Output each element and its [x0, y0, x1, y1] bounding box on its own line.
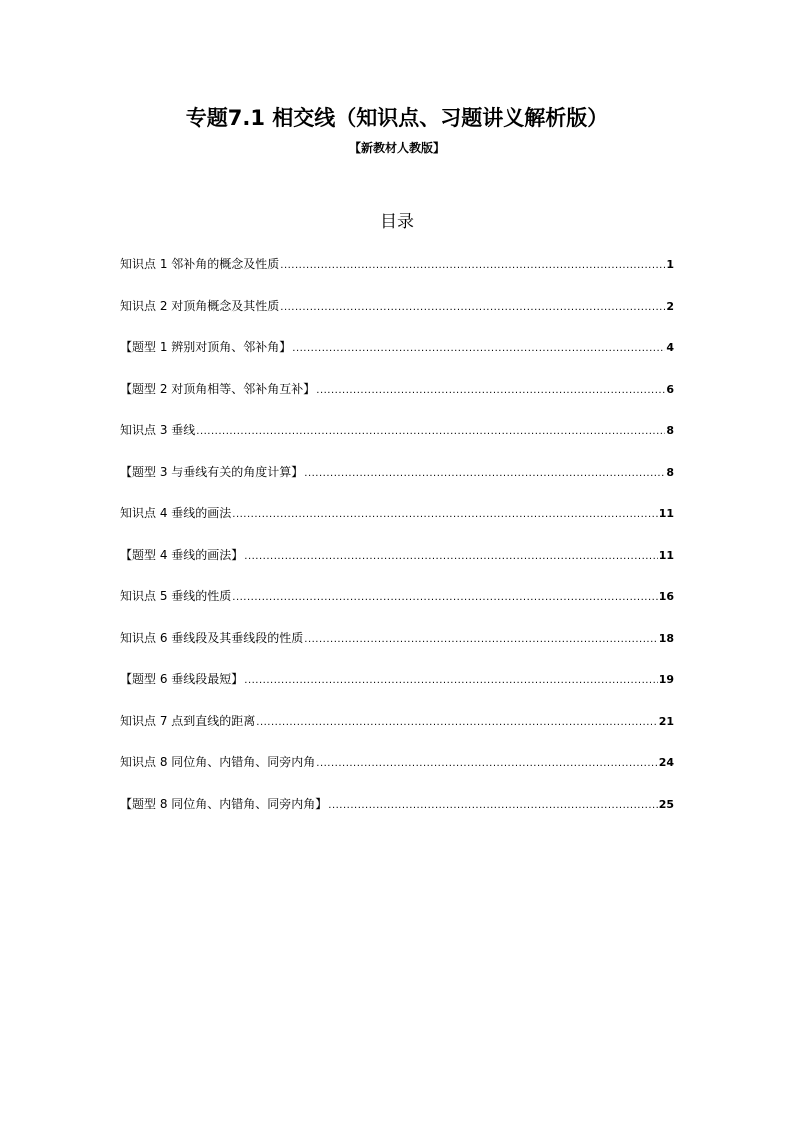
- toc-entry-label: 【题型 6 垂线段最短】: [120, 672, 244, 686]
- table-of-contents: [120, 256, 674, 837]
- toc-entry[interactable]: [120, 588, 674, 630]
- toc-entry-page-number: 2: [666, 299, 674, 313]
- toc-entry-label: 知识点 1 邻补角的概念及性质: [120, 257, 280, 271]
- toc-entry[interactable]: [120, 713, 674, 755]
- toc-entry-label: 【题型 1 辨别对顶角、邻补角】: [120, 340, 292, 354]
- toc-leader-dots: [244, 549, 657, 565]
- toc-leader-dots: [232, 590, 657, 606]
- toc-leader-dots: [280, 258, 665, 274]
- toc-leader-dots: [316, 756, 657, 772]
- toc-entry-page-number: 24: [658, 756, 674, 769]
- toc-leader-dots: [232, 507, 657, 523]
- toc-entry[interactable]: [120, 339, 674, 381]
- toc-entry-label: 知识点 5 垂线的性质: [120, 589, 232, 603]
- toc-entry[interactable]: [120, 754, 674, 796]
- toc-entry-page-number: 25: [658, 797, 674, 811]
- toc-entry-label: 知识点 3 垂线: [120, 423, 196, 437]
- toc-entry[interactable]: [120, 256, 674, 298]
- toc-leader-dots: [292, 341, 665, 357]
- toc-entry[interactable]: [120, 671, 674, 713]
- toc-entry-page-number: 1: [666, 258, 674, 271]
- toc-leader-dots: [316, 383, 665, 399]
- toc-entry[interactable]: [120, 422, 674, 464]
- toc-entry[interactable]: [120, 505, 674, 547]
- toc-entry-page-number: 8: [666, 424, 674, 437]
- toc-leader-dots: [280, 300, 665, 316]
- toc-entry-page-number: 18: [658, 631, 674, 645]
- toc-entry-page-number: 11: [658, 548, 674, 562]
- toc-entry-page-number: 6: [666, 382, 674, 396]
- toc-entry-label: 知识点 6 垂线段及其垂线段的性质: [120, 630, 304, 645]
- toc-entry-page-number: 16: [658, 590, 674, 603]
- toc-entry[interactable]: [120, 464, 674, 506]
- toc-entry-label: 【题型 8 同位角、内错角、同旁内角】: [120, 796, 328, 811]
- toc-entry[interactable]: [120, 298, 674, 340]
- toc-leader-dots: [304, 632, 657, 648]
- toc-entry[interactable]: [120, 381, 674, 423]
- document-subtitle: 【新教材人教版】: [348, 141, 445, 155]
- toc-entry-label: 【题型 4 垂线的画法】: [120, 547, 244, 562]
- toc-leader-dots: [244, 673, 657, 689]
- toc-entry-label: 知识点 2 对顶角概念及其性质: [120, 298, 280, 313]
- toc-entry[interactable]: [120, 630, 674, 672]
- toc-entry-label: 【题型 3 与垂线有关的角度计算】: [120, 464, 304, 479]
- toc-entry[interactable]: [120, 547, 674, 589]
- toc-entry-label: 【题型 2 对顶角相等、邻补角互补】: [120, 381, 316, 396]
- toc-entry-label: 知识点 8 同位角、内错角、同旁内角: [120, 755, 316, 769]
- toc-heading: 目录: [380, 212, 414, 232]
- toc-entry-label: 知识点 7 点到直线的距离: [120, 713, 256, 728]
- toc-entry-page-number: 21: [658, 714, 674, 728]
- toc-leader-dots: [256, 715, 657, 731]
- toc-entry-page-number: 8: [666, 465, 674, 479]
- toc-entry[interactable]: [120, 796, 674, 838]
- document-title: 专题7.1 相交线（知识点、习题讲义解析版）: [185, 106, 609, 130]
- toc-entry-page-number: 11: [658, 507, 674, 520]
- toc-leader-dots: [328, 798, 657, 814]
- toc-entry-page-number: 4: [666, 341, 674, 354]
- toc-entry-page-number: 19: [658, 673, 674, 686]
- toc-leader-dots: [304, 466, 665, 482]
- toc-leader-dots: [196, 424, 665, 440]
- toc-entry-label: 知识点 4 垂线的画法: [120, 506, 232, 520]
